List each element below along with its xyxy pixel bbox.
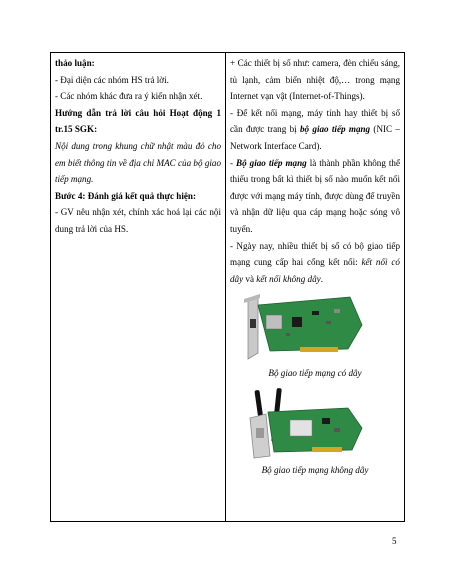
- right-column: [226, 53, 404, 521]
- wireless-nic-caption: Bộ giao tiếp mạng không dây: [261, 464, 369, 475]
- answer-text: Nội dung trong khung chữ nhật màu đỏ cho em biết thông tin về địa chỉ MAC của bộ giao tiếp mạng.: [55, 140, 221, 185]
- left-line: - GV nêu nhận xét, chính xác hoá lại các nội dung trả lời của HS.: [55, 207, 221, 234]
- right-paragraph: - Để kết nối mạng, máy tính hay thiết bị số cần được trang bị bộ giao tiếp mạng (NIC – Network Interface Card).: [230, 107, 400, 151]
- wired-nic-image: [230, 291, 400, 363]
- wired-nic-caption: Bộ giao tiếp mạng có dây: [268, 368, 362, 379]
- page-number: 5: [392, 536, 397, 546]
- left-line: - Đại diện các nhóm HS trả lời.: [55, 74, 169, 85]
- content-table: [50, 52, 405, 522]
- right-paragraph: - Bộ giao tiếp mạng là thành phần không thể thiếu trong bất kì thiết bị số nào muốn kết nối được với mạng máy tính, được dùng để truyền và nhận dữ liệu qua cáp mạng hoặc sóng vô tuyến.: [230, 157, 400, 234]
- heading-thao-luan: thảo luận:: [55, 58, 95, 68]
- wireless-nic-image: [230, 388, 400, 460]
- heading-huong-dan: Hướng dẫn trả lời câu hỏi Hoạt động 1 tr.15 SGK:: [55, 107, 221, 135]
- heading-buoc-4: Bước 4: Đánh giá kết quả thực hiện:: [55, 190, 197, 201]
- left-column: [51, 53, 226, 521]
- left-line: - Các nhóm khác đưa ra ý kiến nhận xét.: [55, 91, 203, 102]
- right-paragraph: + Các thiết bị số như: camera, đèn chiếu sáng, tủ lạnh, cảm biến nhiệt độ,… trong mạng Internet vạn vật (Internet-of-Things).: [230, 58, 400, 102]
- right-paragraph: - Ngày nay, nhiều thiết bị số có bộ giao tiếp mạng cung cấp hai cổng kết nối: kết nối có dây và kết nối không dây.: [230, 240, 400, 284]
